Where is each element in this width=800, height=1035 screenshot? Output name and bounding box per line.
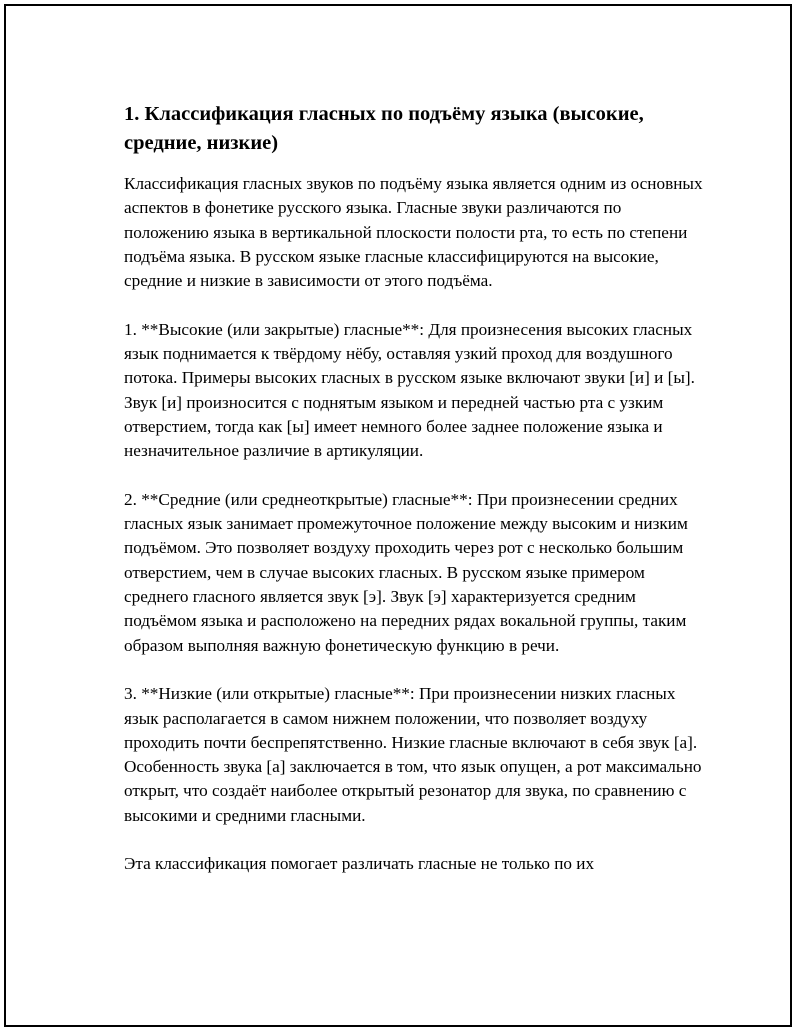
section-heading: 1. Классификация гласных по подъёму языка (высокие, средние, низкие) bbox=[124, 103, 644, 154]
document-body bbox=[124, 100, 704, 901]
page-frame bbox=[4, 4, 792, 1027]
low-vowels-paragraph: 3. **Низкие (или открытые) гласные**: При произнесении низких гласных язык располагается в самом нижнем положении, что позволяет воздуху проходить почти беспрепятственно. Низкие гласные включают в себя звук [а]. Особенность звука [а] заключается в том, что язык опущен, а рот максимально открыт, что создаёт наиболее открытый резонатор для звука, по сравнению с высокими и средними гласными. bbox=[124, 684, 702, 825]
high-vowels-paragraph: 1. **Высокие (или закрытые) гласные**: Для произнесения высоких гласных язык поднимается к твёрдому нёбу, оставляя узкий проход для воздушного потока. Примеры высоких гласных в русском языке включают звуки [и] и [ы]. Звук [и] произносится с поднятым языком и передней частью рта с узким отверстием, тогда как [ы] имеет немного более заднее положение языка и незначительное различие в артикуляции. bbox=[124, 319, 695, 461]
intro-paragraph: Классификация гласных звуков по подъёму языка является одним из основных аспектов в фонетике русского языка. Гласные звуки различаются по положению языка в вертикальной плоскости полости рта, то есть по степени подъёма языка. В русском языке гласные классифицируются на высокие, средние и низкие в зависимости от этого подъёма. bbox=[124, 174, 703, 291]
mid-vowels-paragraph: 2. **Средние (или среднеоткрытые) гласные**: При произнесении средних гласных язык занимает промежуточное положение между высоким и низким подъёмом. Это позволяет воздуху проходить через рот с несколько большим отверстием, чем в случае высоких гласных. В русском языке примером среднего гласного является звук [э]. Звук [э] характеризуется средним подъёмом языка и расположено на передних рядах вокальной группы, таким образом выполняя важную фонетическую функцию в речи. bbox=[124, 489, 688, 655]
closing-paragraph: Эта классификация помогает различать гласные не только по их bbox=[124, 854, 595, 874]
